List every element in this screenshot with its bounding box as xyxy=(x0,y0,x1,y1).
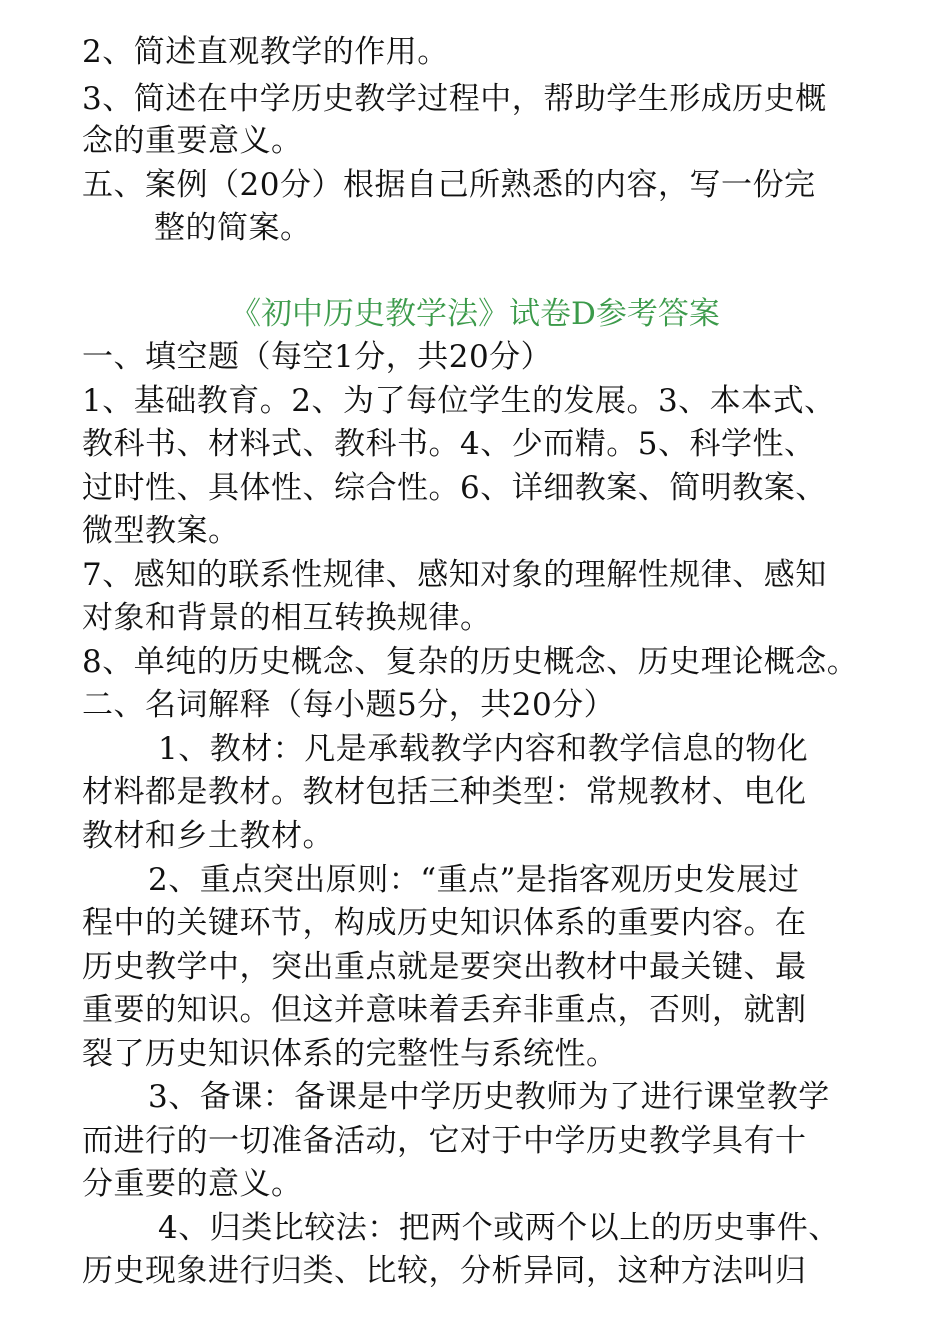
section-2-line: 2、重点突出原则：“重点”是指客观历史发展过 xyxy=(148,862,800,898)
question-3-line-2: 念的重要意义。 xyxy=(82,123,303,159)
section-1-line: 8、单纯的历史概念、复杂的历史概念、历史理论概念。 xyxy=(82,644,859,680)
section-2-line: 分重要的意义。 xyxy=(82,1166,303,1202)
section-2-line: 历史现象进行归类、比较，分析异同，这种方法叫归 xyxy=(82,1253,807,1289)
section-1-line: 过时性、具体性、综合性。6、详细教案、简明教案、 xyxy=(82,470,827,506)
section-1-heading: 一、填空题（每空1分，共20分） xyxy=(82,339,553,375)
question-3-line-1: 3、简述在中学历史教学过程中，帮助学生形成历史概 xyxy=(82,81,827,117)
section-2-heading: 二、名词解释（每小题5分，共20分） xyxy=(82,687,616,723)
section-2-line: 教材和乡土教材。 xyxy=(82,818,334,854)
section-2-line: 材料都是教材。教材包括三种类型：常规教材、电化 xyxy=(82,774,807,810)
section-1-line: 1、基础教育。2、为了每位学生的发展。3、本本式、 xyxy=(82,383,836,419)
section-1-line: 教科书、材料式、教科书。4、少而精。5、科学性、 xyxy=(82,426,816,462)
section-2-line: 4、归类比较法：把两个或两个以上的历史事件、 xyxy=(158,1210,840,1246)
section-2-line: 而进行的一切准备活动，它对于中学历史教学具有十 xyxy=(82,1123,807,1159)
section-2-line: 1、教材：凡是承载教学内容和教学信息的物化 xyxy=(158,731,809,767)
section-1-line: 微型教案。 xyxy=(82,513,240,549)
case-question-line-2: 整的简案。 xyxy=(154,210,312,246)
section-2-line: 3、备课：备课是中学历史教师为了进行课堂教学 xyxy=(148,1079,830,1115)
case-question-line-1: 五、案例（20分）根据自己所熟悉的内容，写一份完 xyxy=(82,167,816,203)
section-2-line: 裂了历史知识体系的完整性与系统性。 xyxy=(82,1036,618,1072)
section-2-line: 重要的知识。但这并意味着丢弃非重点，否则，就割 xyxy=(82,992,807,1028)
section-2-line: 历史教学中，突出重点就是要突出教材中最关键、最 xyxy=(82,949,807,985)
section-1-line: 对象和背景的相互转换规律。 xyxy=(82,600,492,636)
section-2-line: 程中的关键环节，构成历史知识体系的重要内容。在 xyxy=(82,905,807,941)
answer-title: 《初中历史教学法》试卷D参考答案 xyxy=(230,296,720,332)
section-1-line: 7、感知的联系性规律、感知对象的理解性规律、感知 xyxy=(82,557,827,593)
question-2: 2、简述直观教学的作用。 xyxy=(82,34,449,70)
